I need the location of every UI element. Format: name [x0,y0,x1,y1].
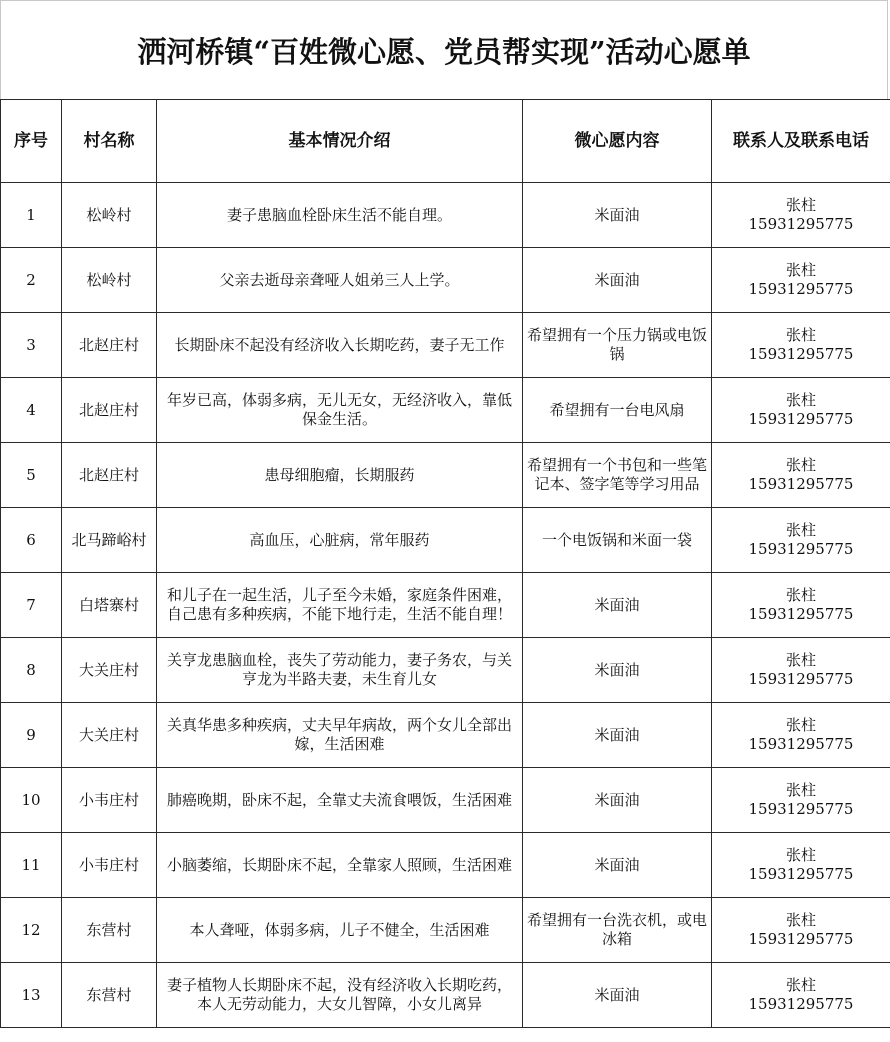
row-village: 北马蹄峪村 [62,508,157,573]
row-wish: 米面油 [523,638,712,703]
row-wish: 希望拥有一台洗衣机，或电冰箱 [523,898,712,963]
table-header-row [1,100,890,183]
row-situation: 妻子患脑血栓卧床生活不能自理。 [157,183,523,248]
contact-name: 张柱 [785,586,816,604]
row-index: 2 [1,248,62,313]
row-index: 4 [1,378,62,443]
row-situation: 妻子植物人长期卧床不起，没有经济收入长期吃药，本人无劳动能力，大女儿智障，小女儿离异 [157,963,523,1028]
row-contact [712,248,890,313]
contact-phone: 15931295775 [748,670,854,688]
table-row [1,313,890,378]
contact-name: 张柱 [785,846,816,864]
row-contact [712,443,890,508]
contact-name: 张柱 [785,716,816,734]
row-index: 7 [1,573,62,638]
row-situation: 小脑萎缩，长期卧床不起，全靠家人照顾，生活困难 [157,833,523,898]
row-contact [712,638,890,703]
contact-phone: 15931295775 [748,605,854,623]
header-village: 村名称 [62,100,157,183]
contact-name: 张柱 [785,521,816,539]
row-contact [712,703,890,768]
contact-name: 张柱 [785,456,816,474]
table-row [1,833,890,898]
row-index: 5 [1,443,62,508]
row-situation: 关亨龙患脑血栓，丧失了劳动能力，妻子务农，与关亨龙为半路夫妻，未生育儿女 [157,638,523,703]
row-village: 东营村 [62,898,157,963]
row-contact [712,313,890,378]
row-situation: 高血压，心脏病，常年服药 [157,508,523,573]
row-village: 大关庄村 [62,703,157,768]
row-situation: 和儿子在一起生活，儿子至今未婚，家庭条件困难，自己患有多种疾病，不能下地行走，生活不能自理！ [157,573,523,638]
table-row [1,443,890,508]
row-village: 北赵庄村 [62,378,157,443]
table-row [1,248,890,313]
contact-name: 张柱 [785,651,816,669]
header-contact: 联系人及联系电话 [712,100,890,183]
header-wish: 微心愿内容 [523,100,712,183]
row-wish: 米面油 [523,248,712,313]
table-row [1,963,890,1028]
page-title: 洒河桥镇“百姓微心愿、党员帮实现”活动心愿单 [137,34,751,69]
row-situation: 年岁已高，体弱多病，无儿无女，无经济收入，靠低保金生活。 [157,378,523,443]
row-wish: 米面油 [523,183,712,248]
table-row [1,898,890,963]
row-contact [712,963,890,1028]
contact-name: 张柱 [785,261,816,279]
row-index: 11 [1,833,62,898]
table-row [1,638,890,703]
row-contact [712,573,890,638]
row-contact [712,183,890,248]
row-contact [712,768,890,833]
row-situation: 患母细胞瘤，长期服药 [157,443,523,508]
row-village: 东营村 [62,963,157,1028]
contact-name: 张柱 [785,911,816,929]
row-wish: 米面油 [523,573,712,638]
row-contact [712,508,890,573]
table-row [1,378,890,443]
row-index: 3 [1,313,62,378]
table-body [1,183,890,1028]
contact-phone: 15931295775 [748,800,854,818]
row-village: 小韦庄村 [62,833,157,898]
contact-phone: 15931295775 [748,865,854,883]
row-wish: 米面油 [523,963,712,1028]
table-row [1,768,890,833]
row-village: 大关庄村 [62,638,157,703]
row-index: 9 [1,703,62,768]
row-village: 北赵庄村 [62,443,157,508]
contact-phone: 15931295775 [748,215,854,233]
contact-phone: 15931295775 [748,995,854,1013]
contact-name: 张柱 [785,976,816,994]
table-row [1,573,890,638]
contact-phone: 15931295775 [748,345,854,363]
contact-name: 张柱 [785,781,816,799]
row-contact [712,833,890,898]
row-village: 小韦庄村 [62,768,157,833]
row-wish: 米面油 [523,703,712,768]
table-row [1,183,890,248]
row-index: 8 [1,638,62,703]
row-village: 松岭村 [62,248,157,313]
row-wish: 米面油 [523,833,712,898]
row-village: 白塔寨村 [62,573,157,638]
row-contact [712,378,890,443]
contact-name: 张柱 [785,326,816,344]
row-wish: 希望拥有一个压力锅或电饭锅 [523,313,712,378]
contact-phone: 15931295775 [748,475,854,493]
contact-phone: 15931295775 [748,930,854,948]
row-contact [712,898,890,963]
contact-phone: 15931295775 [748,410,854,428]
row-wish: 米面油 [523,768,712,833]
row-situation: 肺癌晚期，卧床不起，全靠丈夫流食喂饭，生活困难 [157,768,523,833]
contact-phone: 15931295775 [748,280,854,298]
header-index: 序号 [1,100,62,183]
row-village: 松岭村 [62,183,157,248]
contact-name: 张柱 [785,196,816,214]
row-index: 1 [1,183,62,248]
row-situation: 长期卧床不起没有经济收入长期吃药，妻子无工作 [157,313,523,378]
contact-phone: 15931295775 [748,540,854,558]
row-wish: 希望拥有一台电风扇 [523,378,712,443]
wish-list-table [0,99,890,1028]
header-situation: 基本情况介绍 [157,100,523,183]
row-index: 10 [1,768,62,833]
row-index: 12 [1,898,62,963]
contact-name: 张柱 [785,391,816,409]
contact-phone: 15931295775 [748,735,854,753]
title-box [0,0,888,99]
table-row [1,703,890,768]
row-wish: 一个电饭锅和米面一袋 [523,508,712,573]
row-village: 北赵庄村 [62,313,157,378]
row-situation: 关真华患多种疾病，丈夫早年病故，两个女儿全部出嫁，生活困难 [157,703,523,768]
row-situation: 本人聋哑，体弱多病，儿子不健全，生活困难 [157,898,523,963]
row-wish: 希望拥有一个书包和一些笔记本、签字笔等学习用品 [523,443,712,508]
row-index: 13 [1,963,62,1028]
row-situation: 父亲去逝母亲聋哑人姐弟三人上学。 [157,248,523,313]
table-row [1,508,890,573]
row-index: 6 [1,508,62,573]
